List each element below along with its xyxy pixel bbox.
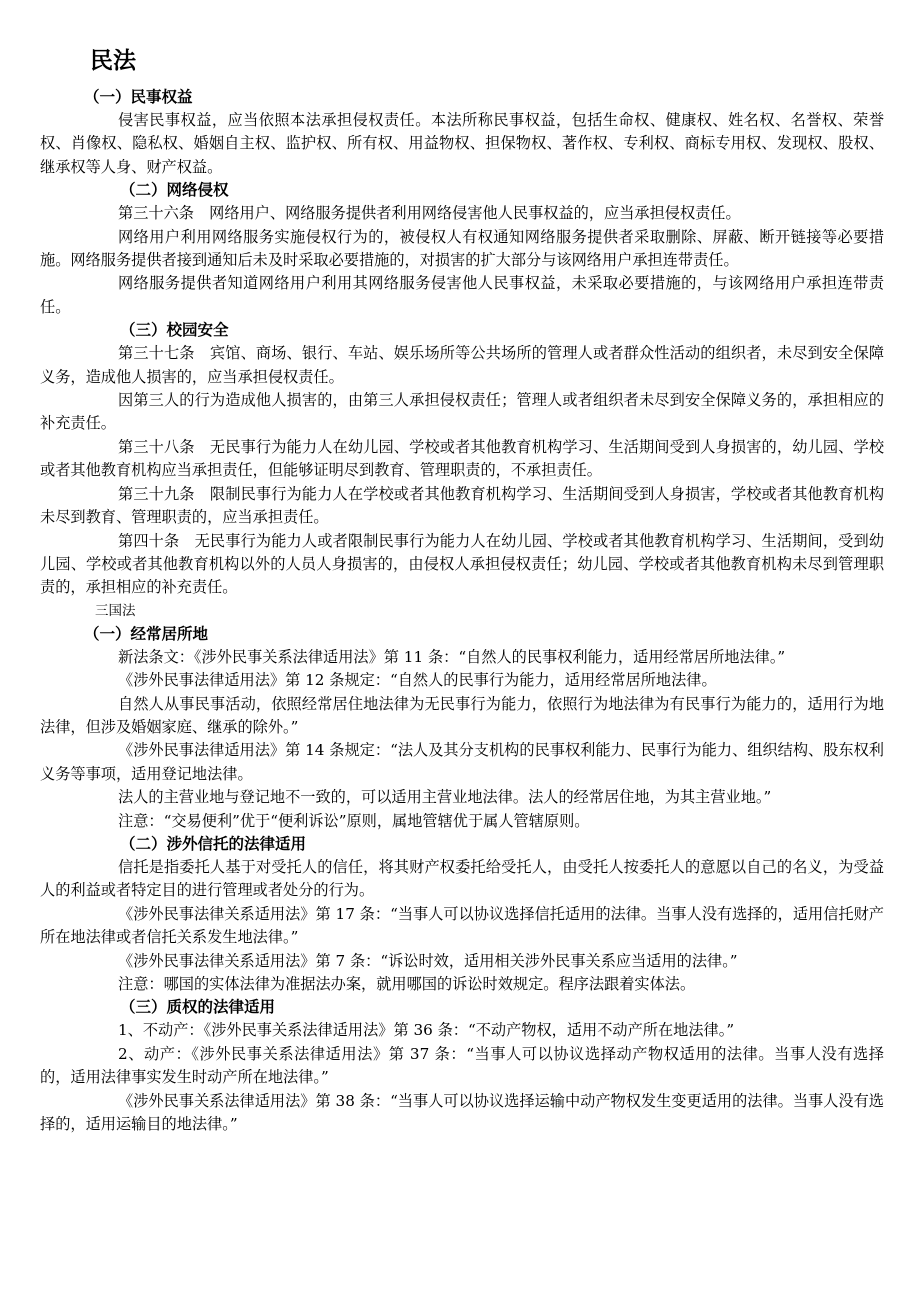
section-heading: （二）网络侵权: [120, 181, 229, 200]
paragraph: 第三十九条 限制民事行为能力人在学校或者其他教育机构学习、生活期间受到人身损害，学校或者其他教育机构未尽到教育、管理职责的，应当承担责任。: [40, 484, 884, 527]
paragraph: 第四十条 无民事行为能力人或者限制民事行为能力人在幼儿园、学校或者其他教育机构学习、生活期间，受到幼儿园、学校或者其他教育机构以外的人员人身损害的，由侵权人承担侵权责任；幼儿园、学校或者其他教育机构未尽到管理职责的，承担相应的补充责任。: [40, 531, 884, 597]
paragraph: 自然人从事民事活动，依照经常居住地法律为无民事行为能力，依照行为地法律为有民事行为能力的，适用行为地法律，但涉及婚姻家庭、继承的除外。”: [40, 694, 884, 736]
paragraph: 网络服务提供者知道网络用户利用其网络服务侵害他人民事权益，未采取必要措施的，与该网络用户承担连带责任。: [40, 274, 884, 316]
paragraph: 注意：“交易便利”优于“便利诉讼”原则，属地管辖优于属人管辖原则。: [118, 811, 590, 830]
paragraph: 第三十八条 无民事行为能力人在幼儿园、学校或者其他教育机构学习、生活期间受到人身损害的，幼儿园、学校或者其他教育机构应当承担责任，但能够证明尽到教育、管理职责的，不承担责任。: [40, 437, 884, 480]
paragraph: 《涉外民事法律适用法》第 12 条规定：“自然人的民事行为能力，适用经常居所地法律。: [118, 671, 717, 690]
paragraph: 第三十七条 宾馆、商场、银行、车站、娱乐场所等公共场所的管理人或者群众性活动的组织者，未尽到安全保障义务，造成他人损害的，应当承担侵权责任。: [40, 344, 884, 386]
paragraph: 新法条文：《涉外民事关系法律适用法》第 11 条：“自然人的民事权利能力，适用经常居所地法律。”: [118, 647, 786, 666]
section-heading: （二）涉外信托的法律适用: [120, 834, 307, 853]
section-heading: （一）经常居所地: [84, 624, 209, 643]
paragraph: 《涉外民事法律适用法》第 14 条规定：“法人及其分支机构的民事权利能力、民事行为能力、组织结构、股东权利义务等事项，适用登记地法律。: [40, 741, 884, 783]
paragraph: 信托是指委托人基于对受托人的信任，将其财产权委托给受托人，由受托人按委托人的意愿以自己的名义，为受益人的利益或者特定目的进行管理或者处分的行为。: [40, 857, 884, 900]
section-heading: （三）校园安全: [120, 321, 229, 340]
page-title: 民法: [90, 48, 136, 74]
paragraph: 《涉外民事法律关系适用法》第 7 条：“诉讼时效，适用相关涉外民事关系应当适用的法律。”: [118, 951, 738, 970]
paragraph: 第三十六条 网络用户、网络服务提供者利用网络侵害他人民事权益的，应当承担侵权责任。: [118, 204, 741, 223]
section-heading: （三）质权的法律适用: [120, 998, 276, 1017]
paragraph: 《涉外民事法律关系适用法》第 17 条：“当事人可以协议选择信托适用的法律。当事人没有选择的，适用信托财产所在地法律或者信托关系发生地法律。”: [40, 904, 884, 947]
paragraph: 侵害民事权益，应当依照本法承担侵权责任。本法所称民事权益，包括生命权、健康权、姓名权、名誉权、荣誉权、肖像权、隐私权、婚姻自主权、监护权、所有权、用益物权、担保物权、著作权、专利权、商标专用权、发现权、股权、继承权等人身、财产权益。: [40, 111, 884, 176]
paragraph: 1、不动产：《涉外民事关系法律适用法》第 36 条：“不动产物权，适用不动产所在地法律。”: [118, 1021, 735, 1040]
paragraph: 注意：哪国的实体法律为准据法办案，就用哪国的诉讼时效规定。程序法跟着实体法。: [118, 975, 696, 993]
section-heading: （一）民事权益: [84, 88, 193, 106]
paragraph: 《涉外民事关系法律适用法》第 38 条：“当事人可以协议选择运输中动产物权发生变更适用的法律。当事人没有选择的，适用运输目的地法律。”: [40, 1091, 884, 1134]
paragraph: 网络用户利用网络服务实施侵权行为的，被侵权人有权通知网络服务提供者采取删除、屏蔽、断开链接等必要措施。网络服务提供者接到通知后未及时采取必要措施的，对损害的扩大部分与该网络用户承担连带责任。: [40, 227, 884, 270]
paragraph: 法人的主营业地与登记地不一致的，可以适用主营业地法律。法人的经常居住地，为其主营业地。”: [118, 788, 772, 807]
subtitle: 三国法: [95, 602, 136, 619]
paragraph: 2、动产：《涉外民事关系法律适用法》第 37 条：“当事人可以协议选择动产物权适用的法律。当事人没有选择的，适用法律事实发生时动产所在地法律。”: [40, 1044, 884, 1087]
paragraph: 因第三人的行为造成他人损害的，由第三人承担侵权责任；管理人或者组织者未尽到安全保障义务的，承担相应的补充责任。: [40, 391, 884, 433]
